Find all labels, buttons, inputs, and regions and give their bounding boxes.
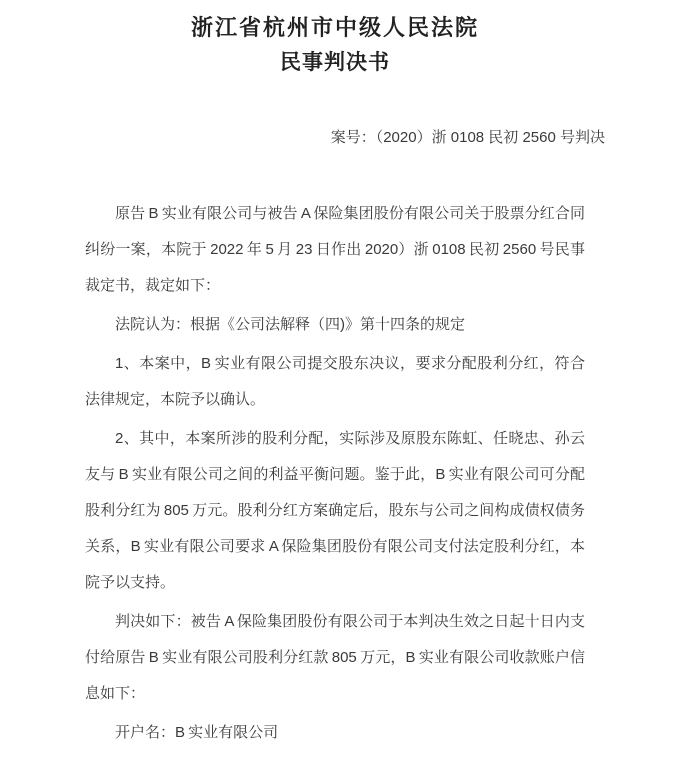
document-body — [85, 196, 585, 751]
paragraph: 1、本案中，B 实业有限公司提交股东决议，要求分配股利分红，符合法律规定，本院予以确认。 — [85, 355, 585, 408]
paragraph: 2、其中，本案所涉的股利分配，实际涉及原股东陈虹、任晓忠、孙云友与 B 实业有限公司之间的利益平衡问题。鉴于此，B 实业有限公司可分配股利分红为 805 万元。股利分红方案确定后，股东与公司之间构成债权债务关系，B 实业有限公司要求 A 保险集团股份有限公司支付法定股利分红，本院予以支持。 — [85, 430, 585, 591]
paragraph: 判决如下：被告 A 保险集团股份有限公司于本判决生效之日起十日内支付给原告 B 实业有限公司股利分红款 805 万元，B 实业有限公司收款账户信息如下： — [85, 613, 585, 702]
paragraph: 开户名：B 实业有限公司 — [115, 724, 279, 741]
paragraph: 原告 B 实业有限公司与被告 A 保险集团股份有限公司关于股票分红合同纠纷一案，本院于 2022 年 5 月 23 日作出 2020）浙 0108 民初 2560 号民事裁定书，裁定如下： — [85, 205, 585, 294]
document-type-title: 民事判决书 — [280, 51, 390, 74]
case-number: 案号：（2020）浙 0108 民初 2560 号判决 — [330, 129, 605, 146]
paragraph: 法院认为：根据《公司法解释（四)》第十四条的规定 — [115, 316, 465, 333]
court-title: 浙江省杭州市中级人民法院 — [190, 15, 479, 40]
